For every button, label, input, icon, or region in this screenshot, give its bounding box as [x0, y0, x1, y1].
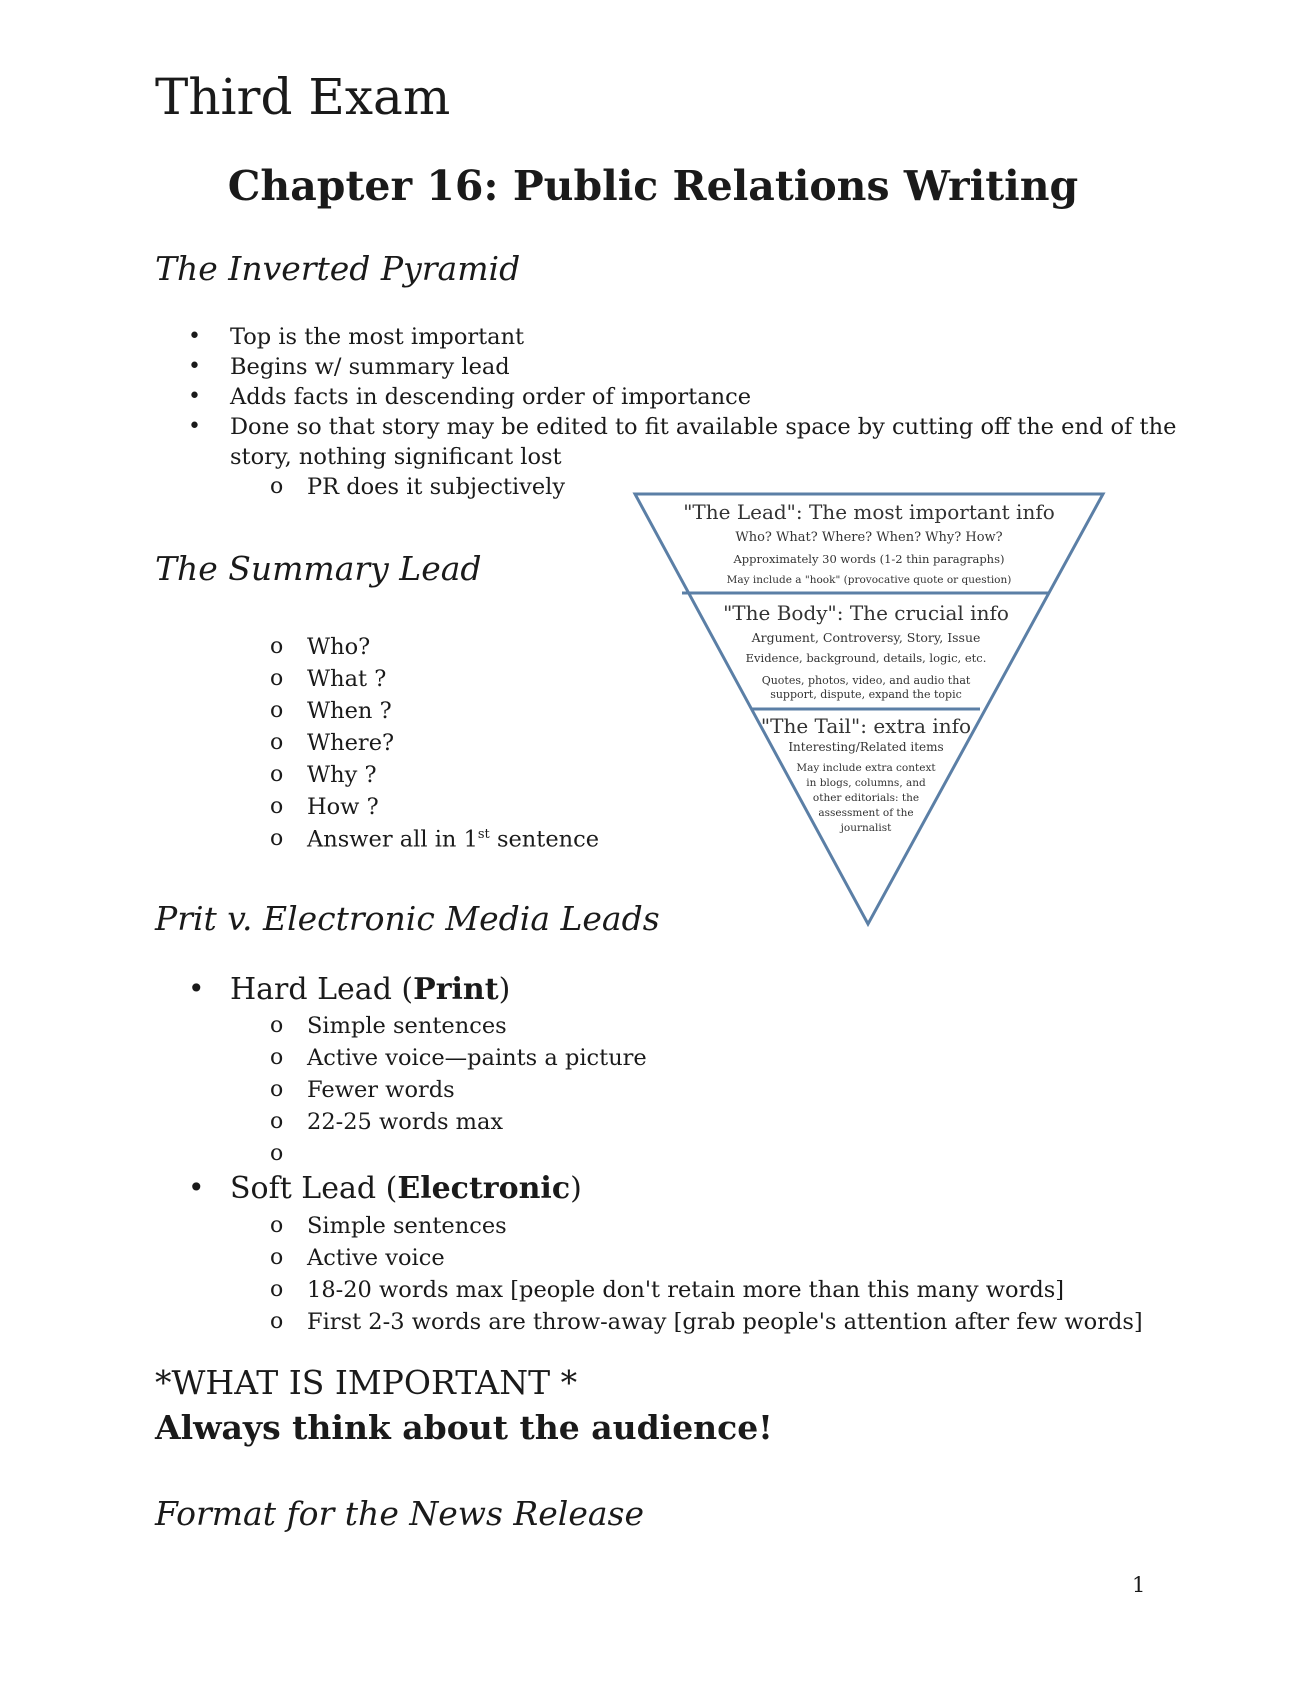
soft-lead-label-bold: Electronic	[397, 1171, 571, 1206]
sub-list-item-text: 18-20 words max [people don't retain more than this many words]	[307, 1277, 1065, 1303]
pyramid-tail-line: Interesting/Related items	[788, 740, 944, 754]
list-item-text: Top is the most important	[230, 324, 525, 350]
bullet-icon: •	[188, 354, 201, 379]
document-title: Third Exam	[155, 68, 451, 126]
sub-bullet-icon: o	[270, 1309, 284, 1334]
sub-list-item-text: Simple sentences	[307, 1013, 507, 1039]
sub-bullet-icon: o	[270, 1109, 284, 1134]
hard-lead-label: Hard Lead (	[230, 972, 414, 1007]
sub-list-item-text: Fewer words	[307, 1077, 455, 1103]
sub-bullet-icon: o	[270, 666, 284, 691]
bullet-icon: •	[188, 1171, 205, 1204]
list-item-text: When ?	[307, 698, 392, 724]
sub-bullet-icon: o	[270, 474, 284, 499]
hard-lead-label-bold: Print	[413, 972, 499, 1007]
section-heading-inverted-pyramid: The Inverted Pyramid	[155, 249, 521, 288]
sub-bullet-icon: o	[270, 1141, 284, 1166]
pyramid-lead-line: Approximately 30 words (1-2 thin paragraphs)	[733, 552, 1005, 566]
page-number: 1	[1132, 1573, 1146, 1597]
pyramid-body-line: support, dispute, expand the topic	[770, 688, 962, 701]
section-heading-media-leads: Prit v. Electronic Media Leads	[155, 899, 660, 938]
list-item-text: Who?	[307, 634, 371, 660]
sub-list-item-text: Simple sentences	[307, 1213, 507, 1239]
list-item-continuation: story, nothing significant lost	[230, 444, 562, 470]
sub-bullet-icon: o	[270, 730, 284, 755]
pyramid-lead-line: May include a "hook" (provocative quote or question)	[726, 574, 1012, 586]
pyramid-tail-title: "The Tail": extra info	[760, 714, 972, 738]
bullet-icon: •	[188, 384, 201, 409]
soft-lead-label-end: )	[570, 1171, 582, 1206]
sub-bullet-icon: o	[270, 634, 284, 659]
bullet-icon: •	[188, 972, 205, 1005]
hard-lead-label-end: )	[498, 972, 511, 1007]
pyramid-lead-title: "The Lead": The most important info	[683, 500, 1055, 524]
sub-bullet-icon: o	[270, 762, 284, 787]
pyramid-tail-line: May include extra context	[796, 762, 936, 774]
bullet-icon: •	[188, 414, 201, 439]
sub-list-item-text: PR does it subjectively	[307, 474, 566, 500]
sub-bullet-icon: o	[270, 1077, 284, 1102]
sub-bullet-icon: o	[270, 794, 284, 819]
list-item-text: sentence	[489, 826, 600, 853]
pyramid-tail-line: other editorials: the	[812, 792, 920, 804]
sub-list-item-text: First 2-3 words are throw-away [grab people's attention after few words]	[307, 1309, 1143, 1335]
section-heading-summary-lead: The Summary Lead	[155, 549, 482, 588]
pyramid-tail-line: in blogs, columns, and	[806, 777, 926, 789]
sub-bullet-icon: o	[270, 826, 284, 851]
sub-list-item-text: Active voice—paints a picture	[307, 1045, 647, 1071]
sub-list-item-text: Active voice	[307, 1245, 445, 1271]
sub-bullet-icon: o	[270, 1045, 284, 1070]
important-text: Always think about the audience!	[155, 1408, 773, 1447]
sub-bullet-icon: o	[270, 1013, 284, 1038]
list-item-text: How ?	[307, 794, 379, 820]
sub-bullet-icon: o	[270, 698, 284, 723]
list-item-text: Done so that story may be edited to fit available space by cutting off the end of the	[230, 414, 1177, 440]
ordinal-suffix: st	[477, 827, 490, 842]
bullet-icon: •	[188, 324, 201, 349]
list-item-text: Begins w/ summary lead	[230, 354, 510, 380]
pyramid-lead-line: Who? What? Where? When? Why? How?	[735, 530, 1003, 545]
sub-bullet-icon: o	[270, 1245, 284, 1270]
list-item-text: What ?	[307, 666, 387, 692]
sub-bullet-icon: o	[270, 1277, 284, 1302]
list-item-text: Why ?	[307, 762, 377, 788]
pyramid-body-line: Evidence, background, details, logic, etc.	[745, 651, 987, 665]
pyramid-tail-line: assessment of the	[818, 807, 914, 819]
soft-lead-label: Soft Lead (	[230, 1171, 398, 1206]
pyramid-body-title: "The Body": The crucial info	[723, 601, 1009, 625]
important-label: *WHAT IS IMPORTANT *	[155, 1363, 578, 1402]
section-heading-news-release: Format for the News Release	[155, 1494, 645, 1533]
chapter-title: Chapter 16: Public Relations Writing	[227, 162, 1079, 210]
sub-list-item-text: 22-25 words max	[307, 1109, 504, 1135]
list-item-text: Answer all in 1	[307, 826, 478, 853]
list-item-text: Where?	[307, 730, 395, 756]
pyramid-body-line: Quotes, photos, video, and audio that	[761, 674, 971, 687]
list-item-text: Adds facts in descending order of importance	[230, 384, 752, 410]
pyramid-tail-line: journalist	[840, 822, 892, 834]
sub-bullet-icon: o	[270, 1213, 284, 1238]
pyramid-body-line: Argument, Controversy, Story, Issue	[751, 630, 981, 645]
